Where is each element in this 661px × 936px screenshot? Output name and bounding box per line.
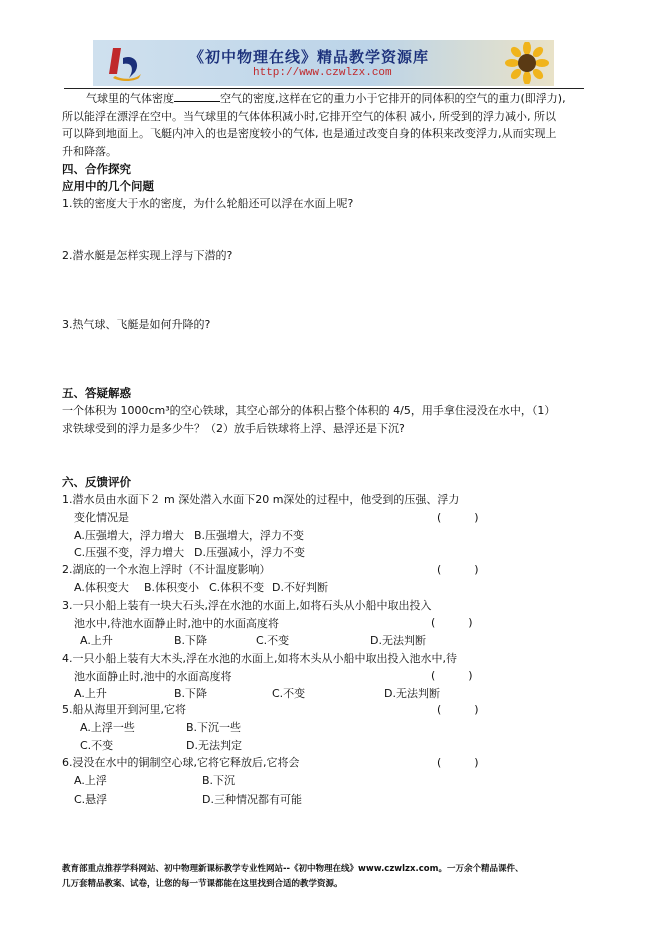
footer-line-1: 教育部重点推荐学科网站、初中物理新课标教学专业性网站--《初中物理在线》www.czwlzx.com。一万余个精品课件、: [62, 864, 524, 874]
quiz-q1-line-2: 变化情况是: [74, 510, 129, 524]
section-4-question-2: 2.潜水艇是怎样实现上浮与下潜的?: [62, 249, 233, 262]
quiz-q1-answer-paren[interactable]: ( ): [437, 511, 479, 524]
quiz-q4-answer-paren[interactable]: ( ): [431, 669, 473, 682]
answer-blank[interactable]: [174, 91, 220, 102]
quiz-question-4: [62, 650, 602, 685]
quiz-q6-option-a[interactable]: A.上浮: [74, 774, 107, 787]
quiz-q1-option-b[interactable]: B.压强增大，浮力不变: [194, 529, 305, 542]
quiz-q6-option-b[interactable]: B.下沉: [202, 774, 236, 787]
quiz-q5-option-c[interactable]: C.不变: [80, 739, 114, 752]
quiz-q4-line-2: 池水面静止时,池中的水面高度将: [74, 669, 232, 683]
quiz-question-5: 5.船从海里开到河里,它将: [62, 703, 186, 716]
quiz-q3-option-c[interactable]: C.不变: [256, 634, 290, 647]
section-5-title: 五、答疑解惑: [62, 386, 131, 400]
quiz-q2-option-a[interactable]: A.体积变大: [74, 581, 129, 594]
sunflower-icon: [504, 42, 550, 84]
quiz-q5-answer-paren[interactable]: ( ): [437, 703, 479, 716]
section-4-question-3: 3.热气球、飞艇是如何升降的?: [62, 318, 211, 331]
intro-line-3: 可以降到地面上。飞艇内冲入的也是密度较小的气体, 也是通过改变自身的体积来改变浮力,从而实现上: [62, 127, 557, 140]
intro-line-2: 所以能浮在漂浮在空中。当气球里的气体体积减小时,它排开空气的体积 减小, 所受到的浮力减小, 所以: [62, 109, 556, 123]
quiz-q6-answer-paren[interactable]: ( ): [437, 756, 479, 769]
banner-url[interactable]: http://www.czwlzx.com: [253, 67, 392, 79]
footer-line-2: 几万套精品教案、试卷，让您的每一节课都能在这里找到合适的教学资源。: [62, 879, 343, 889]
intro-paragraph: [62, 90, 602, 160]
quiz-q3-line-1: 3.一只小船上装有一块大石头,浮在水池的水面上,如将石头从小船中取出投入: [62, 599, 432, 612]
section-4-title: 四、合作探究: [62, 162, 131, 176]
quiz-question-3: [62, 597, 602, 632]
quiz-q5-option-d[interactable]: D.无法判定: [186, 739, 242, 752]
section-4-subtitle: 应用中的几个问题: [62, 179, 154, 193]
banner-title: 《初中物理在线》精品教学资源库: [189, 48, 430, 66]
quiz-q3-option-d[interactable]: D.无法判断: [370, 634, 426, 647]
quiz-q3-option-b[interactable]: B.下降: [174, 634, 208, 647]
section-4-question-1: 1.铁的密度大于水的密度，为什么轮船还可以浮在水面上呢?: [62, 197, 354, 210]
section-5-problem: [62, 402, 602, 437]
site-logo-icon: [109, 44, 143, 82]
quiz-q6-option-d[interactable]: D.三种情况都有可能: [202, 793, 302, 806]
quiz-q6-option-c[interactable]: C.悬浮: [74, 793, 108, 806]
quiz-q3-answer-paren[interactable]: ( ): [431, 616, 473, 629]
quiz-q3-line-2: 池水中,待池水面静止时,池中的水面高度将: [74, 616, 279, 630]
intro-line-1b: 空气的密度,这样在它的重力小于它排开的同体积的空气的重力(即浮力),: [220, 92, 566, 105]
quiz-q5-option-b[interactable]: B.下沉一些: [186, 721, 242, 734]
quiz-q4-option-b[interactable]: B.下降: [174, 687, 208, 700]
quiz-q2-answer-paren[interactable]: ( ): [437, 563, 479, 576]
quiz-question-1: [62, 491, 602, 526]
quiz-q2-option-d[interactable]: D.不好判断: [272, 581, 328, 594]
section-5-line-2: 求铁球受到的浮力是多少牛？（2）放手后铁球将上浮、悬浮还是下沉?: [62, 421, 405, 435]
quiz-q4-option-d[interactable]: D.无法判断: [384, 687, 440, 700]
intro-line-1a: 气球里的气体密度: [86, 92, 174, 105]
section-6-title: 六、反馈评价: [62, 475, 131, 489]
intro-line-4: 升和降落。: [62, 144, 117, 158]
quiz-q4-option-c[interactable]: C.不变: [272, 687, 306, 700]
quiz-q1-option-d[interactable]: D.压强减小，浮力不变: [194, 546, 305, 559]
quiz-q4-option-a[interactable]: A.上升: [74, 687, 107, 700]
header-divider: [64, 88, 584, 89]
quiz-q1-line-1: 1.潜水员由水面下２ m 深处潜入水面下20 m深处的过程中，他受到的压强、浮力: [62, 493, 460, 506]
quiz-question-2: 2.湖底的一个水泡上浮时（不计温度影响）: [62, 563, 271, 576]
quiz-q2-option-c[interactable]: C.体积不变: [209, 581, 265, 594]
quiz-q4-line-1: 4.一只小船上装有大木头,浮在水池的水面上,如将木头从小船中取出投入池水中,待: [62, 652, 457, 665]
quiz-q2-option-b[interactable]: B.体积变小: [144, 581, 200, 594]
quiz-q1-option-a[interactable]: A.压强增大，浮力增大: [74, 529, 184, 542]
quiz-q5-option-a[interactable]: A.上浮一些: [80, 721, 135, 734]
section-5-line-1: 一个体积为 1000cm³的空心铁球，其空心部分的体积占整个体积的 4/5，用手拿住浸没在水中，（1）: [62, 404, 556, 417]
quiz-q3-option-a[interactable]: A.上升: [80, 634, 113, 647]
page-footer: [62, 862, 622, 892]
quiz-q1-option-c[interactable]: C.压强不变，浮力增大: [74, 546, 185, 559]
header-banner: [93, 40, 554, 86]
quiz-question-6: 6.浸没在水中的铜制空心球,它将它释放后,它将会: [62, 756, 300, 769]
